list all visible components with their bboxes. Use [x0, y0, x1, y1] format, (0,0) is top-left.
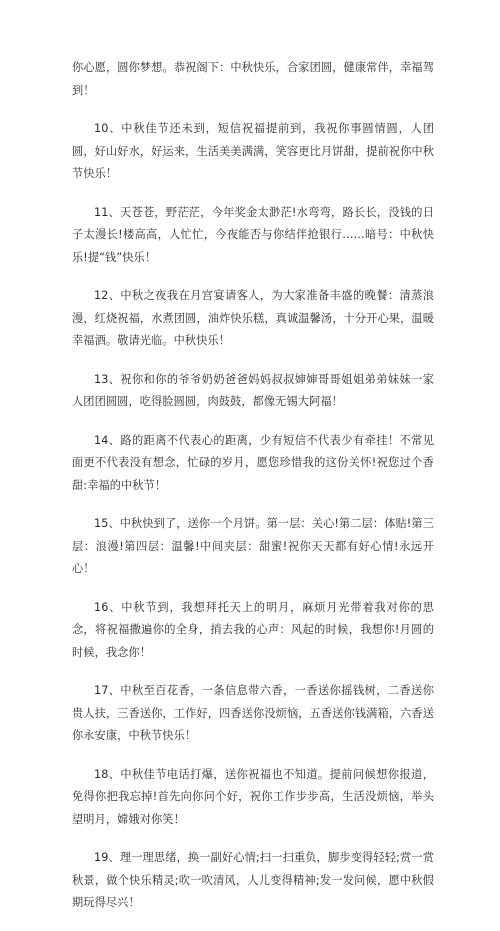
paragraph-11: 11、天苍苍，野茫茫，今年奖金太渺茫!水弯弯，路长长，没钱的日子太漫长!楼高高，人忙忙，今夜能否与你结伴抢银行……暗号：中秋快乐!提“钱”快乐！ [72, 205, 434, 264]
paragraph-10: 10、中秋佳节还未到，短信祝福提前到，我祝你事圆情圆，人团圆，好山好水，好运来，生活美美满满，笑容更比月饼甜，提前祝你中秋节快乐！ [72, 122, 434, 180]
article-body [72, 57, 434, 931]
paragraph-18: 18、中秋佳节电话打爆，送你祝福也不知道。提前问候想你报道，免得你把我忘掉!首先向你问个好，祝你工作步步高，生活没烦恼，举头望明月，嫦娥对你笑！ [72, 767, 434, 826]
paragraph-13: 13、祝你和你的爷爷奶奶爸爸妈妈叔叔婶婶哥哥姐姐弟弟妹妹一家人团团圆圆，吃得脸圆圆，肉鼓鼓，都像无锡大阿福！ [72, 372, 434, 408]
paragraph-9-tail: 你心愿，圆你梦想。恭祝阁下：中秋快乐，合家团圆，健康常伴，幸福驾到！ [72, 61, 434, 97]
paragraph-16: 16、中秋节到，我想拜托天上的明月，麻烦月光带着我对你的思念，将祝福撒遍你的全身，捎去我的心声：风起的时候，我想你!月圆的时候，我念你！ [72, 600, 434, 659]
paragraph-12: 12、中秋之夜我在月宫宴请客人，为大家准备丰盛的晚餐：清蒸浪漫，红烧祝福，水煮团圆，油炸快乐糕，真诚温馨汤，十分开心果，温暖幸福酒。敬请光临。中秋快乐！ [72, 289, 434, 347]
paragraph-19: 19、理一理思绪，换一副好心情;扫一扫重负，脚步变得轻轻;赏一赏秋景，做个快乐精灵;吹一吹清风，人儿变得精神;发一发问候，愿中秋假期玩得尽兴！ [72, 851, 434, 909]
paragraph-15: 15、中秋快到了，送你一个月饼。第一层：关心!第二层：体贴!第三层：浪漫!第四层：温馨!中间夹层：甜蜜!祝你天天都有好心情!永远开心！ [72, 517, 434, 575]
paragraph-14: 14、路的距离不代表心的距离，少有短信不代表少有牵挂！不常见面更不代表没有想念，忙碌的岁月，愿您珍惜我的这份关怀!祝您过个香甜:幸福的中秋节！ [72, 433, 434, 492]
paragraph-17: 17、中秋至百花香，一条信息带六香，一香送你摇钱树，二香送你贵人扶，三香送你，工作好，四香送你没烦恼，五香送你钱满箱，六香送你永安康，中秋节快乐！ [72, 684, 434, 742]
